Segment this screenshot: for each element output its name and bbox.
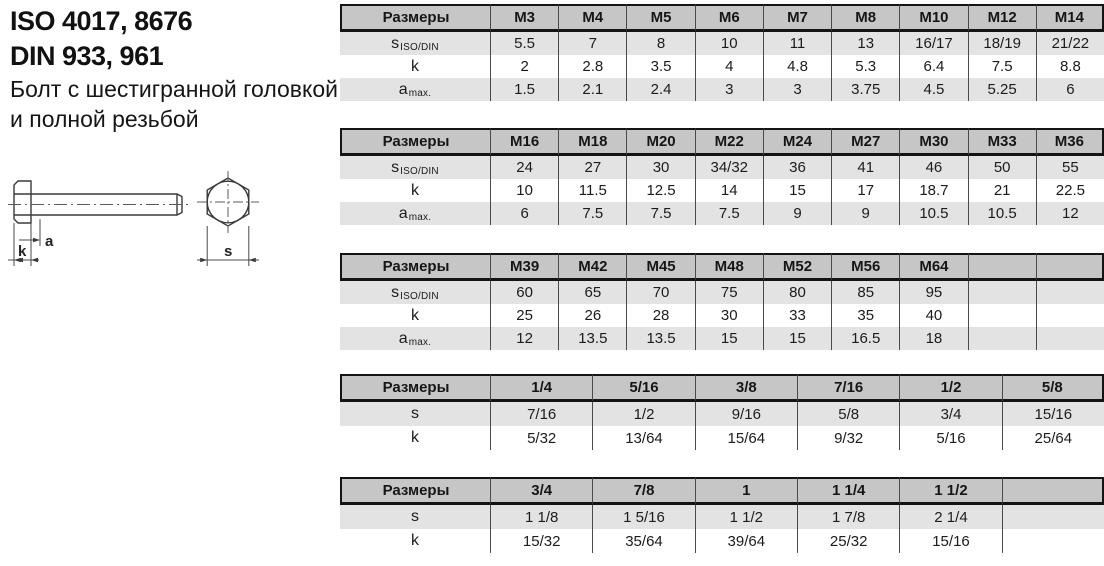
row-label-subscript: ISO/DIN (400, 291, 439, 302)
value-cell: 6 (490, 202, 558, 225)
column-header: M3 (490, 4, 558, 32)
row-label-s (340, 281, 490, 304)
row-label-k (340, 426, 490, 450)
column-header-empty (1002, 477, 1104, 505)
value-cell: 21/22 (1036, 32, 1104, 55)
column-header: M22 (695, 128, 763, 156)
value-cell: 16/17 (899, 32, 967, 55)
value-cell: 5/32 (490, 426, 592, 450)
row-label-k (340, 55, 490, 78)
value-cell: 15/64 (695, 426, 797, 450)
dim-label-a: a (45, 233, 54, 250)
value-cell: 65 (558, 281, 626, 304)
value-cell: 30 (626, 156, 694, 179)
column-header: M16 (490, 128, 558, 156)
value-cell: 6 (1036, 78, 1104, 101)
value-cell: 39/64 (695, 529, 797, 553)
table-header-sizes: Размеры (340, 477, 490, 505)
value-cell: 3/4 (899, 402, 1001, 426)
value-cell: 8.8 (1036, 55, 1104, 78)
column-header: M27 (831, 128, 899, 156)
row-label-main: a (398, 329, 408, 347)
value-cell-empty (1002, 505, 1104, 529)
column-header: M33 (968, 128, 1036, 156)
value-cell-empty (968, 304, 1036, 327)
column-header: 3/8 (695, 374, 797, 402)
row-label-a (340, 327, 490, 350)
value-cell: 18 (899, 327, 967, 350)
value-cell: 10.5 (899, 202, 967, 225)
value-cell: 4.8 (763, 55, 831, 78)
row-label-subscript: max. (408, 88, 432, 99)
product-description-line2: и полной резьбой (10, 106, 199, 132)
value-cell: 5.3 (831, 55, 899, 78)
bolt-drawing-svg (8, 168, 308, 286)
column-header: 1 (695, 477, 797, 505)
value-cell: 18.7 (899, 179, 967, 202)
dim-label-k: k (18, 243, 27, 260)
value-cell: 16.5 (831, 327, 899, 350)
value-cell: 70 (626, 281, 694, 304)
value-cell: 8 (626, 32, 694, 55)
value-cell: 30 (695, 304, 763, 327)
value-cell: 2.1 (558, 78, 626, 101)
value-cell: 10 (695, 32, 763, 55)
table-header-sizes: Размеры (340, 4, 490, 32)
row-label-s (340, 402, 490, 426)
column-header: 1/4 (490, 374, 592, 402)
row-label-main: s (411, 508, 419, 525)
value-cell-empty (1036, 304, 1104, 327)
column-header: M45 (626, 253, 694, 281)
value-cell: 21 (968, 179, 1036, 202)
row-label-k (340, 304, 490, 327)
value-cell: 24 (490, 156, 558, 179)
column-header: M48 (695, 253, 763, 281)
value-cell: 7/16 (490, 402, 592, 426)
value-cell: 9 (831, 202, 899, 225)
value-cell-empty (1036, 281, 1104, 304)
value-cell: 12 (490, 327, 558, 350)
value-cell: 13.5 (626, 327, 694, 350)
value-cell: 3.5 (626, 55, 694, 78)
value-cell: 7.5 (558, 202, 626, 225)
value-cell: 2 1/4 (899, 505, 1001, 529)
row-label-main: k (411, 181, 419, 199)
column-header: M64 (899, 253, 967, 281)
value-cell: 5/16 (899, 426, 1001, 450)
column-header: M24 (763, 128, 831, 156)
column-header: M52 (763, 253, 831, 281)
value-cell: 4 (695, 55, 763, 78)
value-cell: 1 5/16 (592, 505, 694, 529)
value-cell: 75 (695, 281, 763, 304)
value-cell: 15/16 (1002, 402, 1104, 426)
row-label-main: s (391, 283, 400, 301)
value-cell: 41 (831, 156, 899, 179)
bolt-technical-drawing (8, 168, 308, 286)
row-label-main: k (411, 306, 419, 324)
metric-table-m3-m14 (340, 4, 1104, 101)
value-cell: 26 (558, 304, 626, 327)
row-label-a (340, 202, 490, 225)
value-cell: 2.4 (626, 78, 694, 101)
value-cell: 13/64 (592, 426, 694, 450)
value-cell: 22.5 (1036, 179, 1104, 202)
column-header: M14 (1036, 4, 1104, 32)
value-cell-empty (968, 327, 1036, 350)
value-cell: 60 (490, 281, 558, 304)
value-cell: 34/32 (695, 156, 763, 179)
column-header-empty (1036, 253, 1104, 281)
column-header: 7/8 (592, 477, 694, 505)
table-header-sizes: Размеры (340, 128, 490, 156)
row-label-k (340, 529, 490, 553)
column-header: M7 (763, 4, 831, 32)
standard-iso-title: ISO 4017, 8676 (10, 6, 193, 36)
table-header-sizes: Размеры (340, 374, 490, 402)
column-header: 3/4 (490, 477, 592, 505)
value-cell: 1 7/8 (797, 505, 899, 529)
column-header: M12 (968, 4, 1036, 32)
row-label-k (340, 179, 490, 202)
row-label-subscript: max. (408, 212, 432, 223)
column-header: M4 (558, 4, 626, 32)
column-header: 7/16 (797, 374, 899, 402)
value-cell: 46 (899, 156, 967, 179)
value-cell: 9/32 (797, 426, 899, 450)
row-label-subscript: max. (408, 337, 432, 348)
column-header: M20 (626, 128, 694, 156)
row-label-subscript: ISO/DIN (400, 166, 439, 177)
value-cell-empty (1036, 327, 1104, 350)
value-cell-empty (968, 281, 1036, 304)
value-cell: 95 (899, 281, 967, 304)
dim-label-s: s (224, 243, 233, 260)
value-cell: 25/64 (1002, 426, 1104, 450)
value-cell: 25/32 (797, 529, 899, 553)
column-header: 1/2 (899, 374, 1001, 402)
value-cell: 7.5 (626, 202, 694, 225)
table-header-sizes: Размеры (340, 253, 490, 281)
row-label-main: s (391, 34, 400, 52)
column-header: M42 (558, 253, 626, 281)
value-cell: 28 (626, 304, 694, 327)
metric-table-m16-m36 (340, 128, 1104, 225)
column-header: M5 (626, 4, 694, 32)
row-label-main: k (411, 532, 419, 549)
product-description-line1: Болт с шестигранной головкой (10, 76, 338, 102)
value-cell: 17 (831, 179, 899, 202)
value-cell: 15/32 (490, 529, 592, 553)
value-cell: 7.5 (968, 55, 1036, 78)
value-cell: 80 (763, 281, 831, 304)
row-label-main: k (411, 57, 419, 75)
row-label-main: k (411, 429, 419, 446)
value-cell: 50 (968, 156, 1036, 179)
value-cell: 27 (558, 156, 626, 179)
column-header: M18 (558, 128, 626, 156)
value-cell: 85 (831, 281, 899, 304)
value-cell: 11 (763, 32, 831, 55)
value-cell: 11.5 (558, 179, 626, 202)
value-cell: 2.8 (558, 55, 626, 78)
row-label-main: s (391, 158, 400, 176)
row-label-s (340, 32, 490, 55)
value-cell: 6.4 (899, 55, 967, 78)
value-cell: 15/16 (899, 529, 1001, 553)
row-label-subscript: ISO/DIN (400, 42, 439, 53)
value-cell: 7 (558, 32, 626, 55)
value-cell: 14 (695, 179, 763, 202)
standard-din-title: DIN 933, 961 (10, 41, 164, 71)
title-block (10, 4, 340, 134)
row-label-s (340, 505, 490, 529)
value-cell: 10 (490, 179, 558, 202)
row-label-a (340, 78, 490, 101)
value-cell: 1/2 (592, 402, 694, 426)
inch-table-quarter-to-5-8 (340, 374, 1104, 450)
column-header: 1 1/4 (797, 477, 899, 505)
value-cell: 33 (763, 304, 831, 327)
value-cell: 15 (763, 179, 831, 202)
value-cell: 9/16 (695, 402, 797, 426)
value-cell: 5.25 (968, 78, 1036, 101)
metric-table-m39-m64 (340, 253, 1104, 350)
value-cell: 5/8 (797, 402, 899, 426)
value-cell: 7.5 (695, 202, 763, 225)
row-label-main: a (398, 80, 408, 98)
value-cell: 12 (1036, 202, 1104, 225)
column-header-empty (968, 253, 1036, 281)
value-cell: 25 (490, 304, 558, 327)
value-cell: 1.5 (490, 78, 558, 101)
column-header: M30 (899, 128, 967, 156)
value-cell-empty (1002, 529, 1104, 553)
column-header: M8 (831, 4, 899, 32)
value-cell: 13.5 (558, 327, 626, 350)
value-cell: 5.5 (490, 32, 558, 55)
value-cell: 55 (1036, 156, 1104, 179)
value-cell: 1 1/8 (490, 505, 592, 529)
value-cell: 9 (763, 202, 831, 225)
value-cell: 18/19 (968, 32, 1036, 55)
value-cell: 3 (763, 78, 831, 101)
column-header: M56 (831, 253, 899, 281)
value-cell: 3.75 (831, 78, 899, 101)
column-header: M36 (1036, 128, 1104, 156)
column-header: 1 1/2 (899, 477, 1001, 505)
row-label-main: a (398, 204, 408, 222)
value-cell: 2 (490, 55, 558, 78)
value-cell: 3 (695, 78, 763, 101)
bolt-side-view (14, 181, 182, 223)
value-cell: 35/64 (592, 529, 694, 553)
value-cell: 12.5 (626, 179, 694, 202)
value-cell: 15 (695, 327, 763, 350)
hex-centerlines (197, 171, 259, 233)
row-label-s (340, 156, 490, 179)
column-header: M10 (899, 4, 967, 32)
value-cell: 36 (763, 156, 831, 179)
value-cell: 15 (763, 327, 831, 350)
value-cell: 1 1/2 (695, 505, 797, 529)
value-cell: 35 (831, 304, 899, 327)
value-cell: 40 (899, 304, 967, 327)
column-header: M6 (695, 4, 763, 32)
value-cell: 10.5 (968, 202, 1036, 225)
column-header: 5/16 (592, 374, 694, 402)
column-header: M39 (490, 253, 558, 281)
value-cell: 4.5 (899, 78, 967, 101)
value-cell: 13 (831, 32, 899, 55)
column-header: 5/8 (1002, 374, 1104, 402)
row-label-main: s (411, 405, 419, 422)
inch-table-3-4-to-1-1-2 (340, 477, 1104, 553)
